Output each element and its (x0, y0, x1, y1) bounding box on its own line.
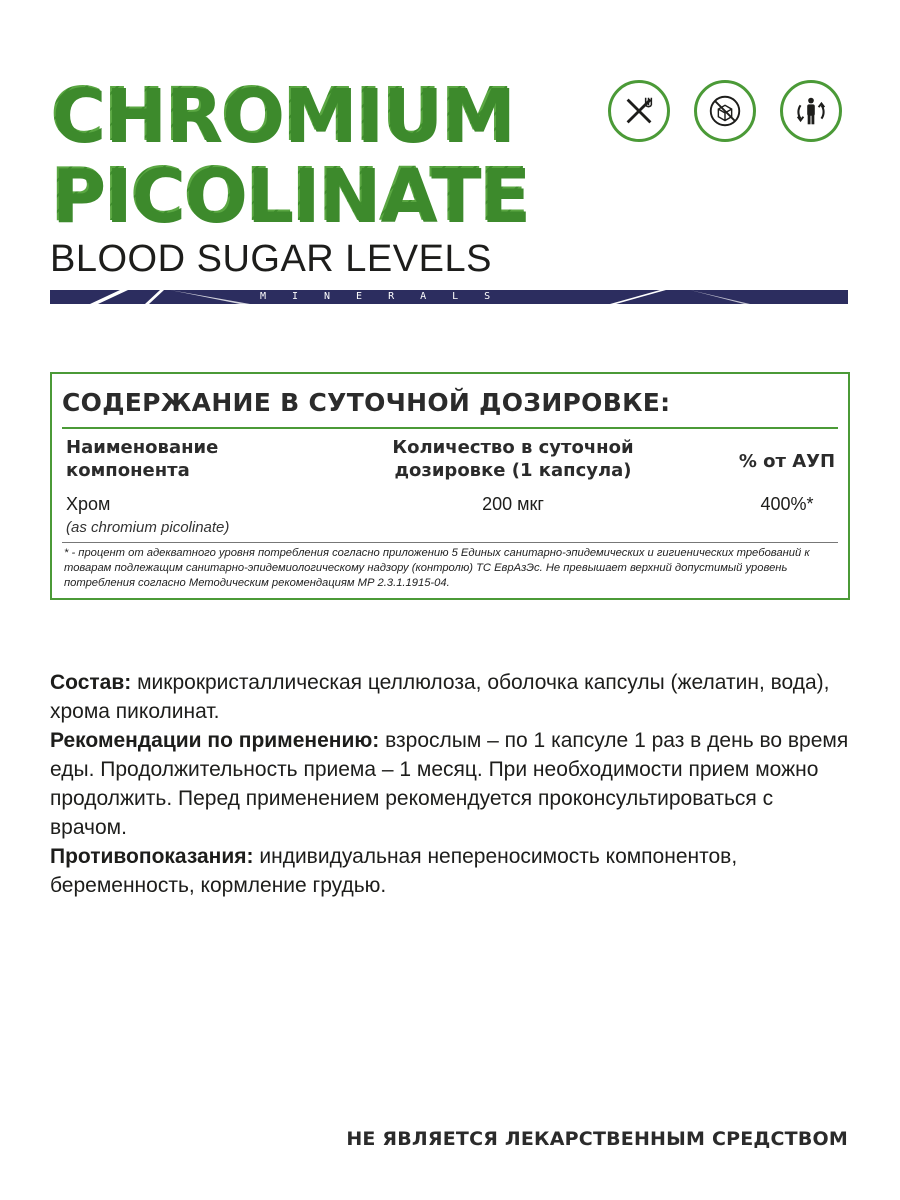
no-eating-icon (608, 80, 670, 142)
usage-text: взрослым – по 1 капсуле 1 раз в день во время еды. Продолжительность приема – 1 месяц. При необходимости прием можно продолжить. Перед применением рекомендуется проконсультироваться с врачом. (50, 729, 849, 839)
usage-paragraph (50, 726, 850, 842)
table-footnote: * - процент от адекватного уровня потребления согласно приложению 5 Единых санитарно-эпидемических и гигиенических требований к товарам подлежащим санитарно-эпидемиологическому надзору (контролю) ТС ЕврАзЭс. Не превышает верхний допустимый уровень потребления согласно Методическим рекомендациям МР 2.3.1.1915-04. (64, 547, 810, 589)
minerals-banner (50, 290, 848, 304)
contraindications-paragraph (50, 842, 850, 900)
row-quantity: 200 мкг (482, 494, 544, 514)
product-description (50, 668, 850, 900)
dosage-table (50, 372, 850, 600)
row-percent: 400%* (760, 494, 814, 514)
usage-label: Рекомендации по применению: (50, 729, 380, 752)
composition-paragraph (50, 668, 850, 726)
contraindications-text: индивидуальная непереносимость компонентов, беременность, кормление грудью. (50, 845, 738, 897)
column-header-name: Наименование компонента (66, 437, 219, 481)
composition-text: микрокристаллическая целлюлоза, оболочка капсулы (желатин, вода), хрома пиколинат. (50, 671, 830, 723)
dosage-table-heading: СОДЕРЖАНИЕ В СУТОЧНОЙ ДОЗИРОВКЕ: (62, 388, 671, 417)
heading-divider (62, 427, 838, 429)
composition-label: Состав: (50, 671, 132, 694)
footnote-divider (62, 542, 838, 543)
no-sugar-icon (694, 80, 756, 142)
row-component-subname: (as chromium picolinate) (66, 519, 230, 536)
not-medicine-notice: НЕ ЯВЛЯЕТСЯ ЛЕКАРСТВЕННЫМ СРЕДСТВОМ (346, 1128, 848, 1150)
column-header-percent: % от АУП (738, 451, 836, 472)
banner-label: MINERALS (260, 291, 517, 302)
contraindications-label: Противопоказания: (50, 845, 254, 868)
feature-icons (608, 80, 842, 142)
product-title-line-1: CHROMIUM (50, 72, 514, 158)
product-title-line-2: PICOLINATE (50, 152, 529, 238)
person-cycle-icon (780, 80, 842, 142)
row-component-name: Хром (66, 494, 111, 514)
product-subtitle: BLOOD SUGAR LEVELS (50, 238, 492, 280)
column-header-quantity: Количество в суточной дозировке (1 капсула) (392, 437, 634, 481)
